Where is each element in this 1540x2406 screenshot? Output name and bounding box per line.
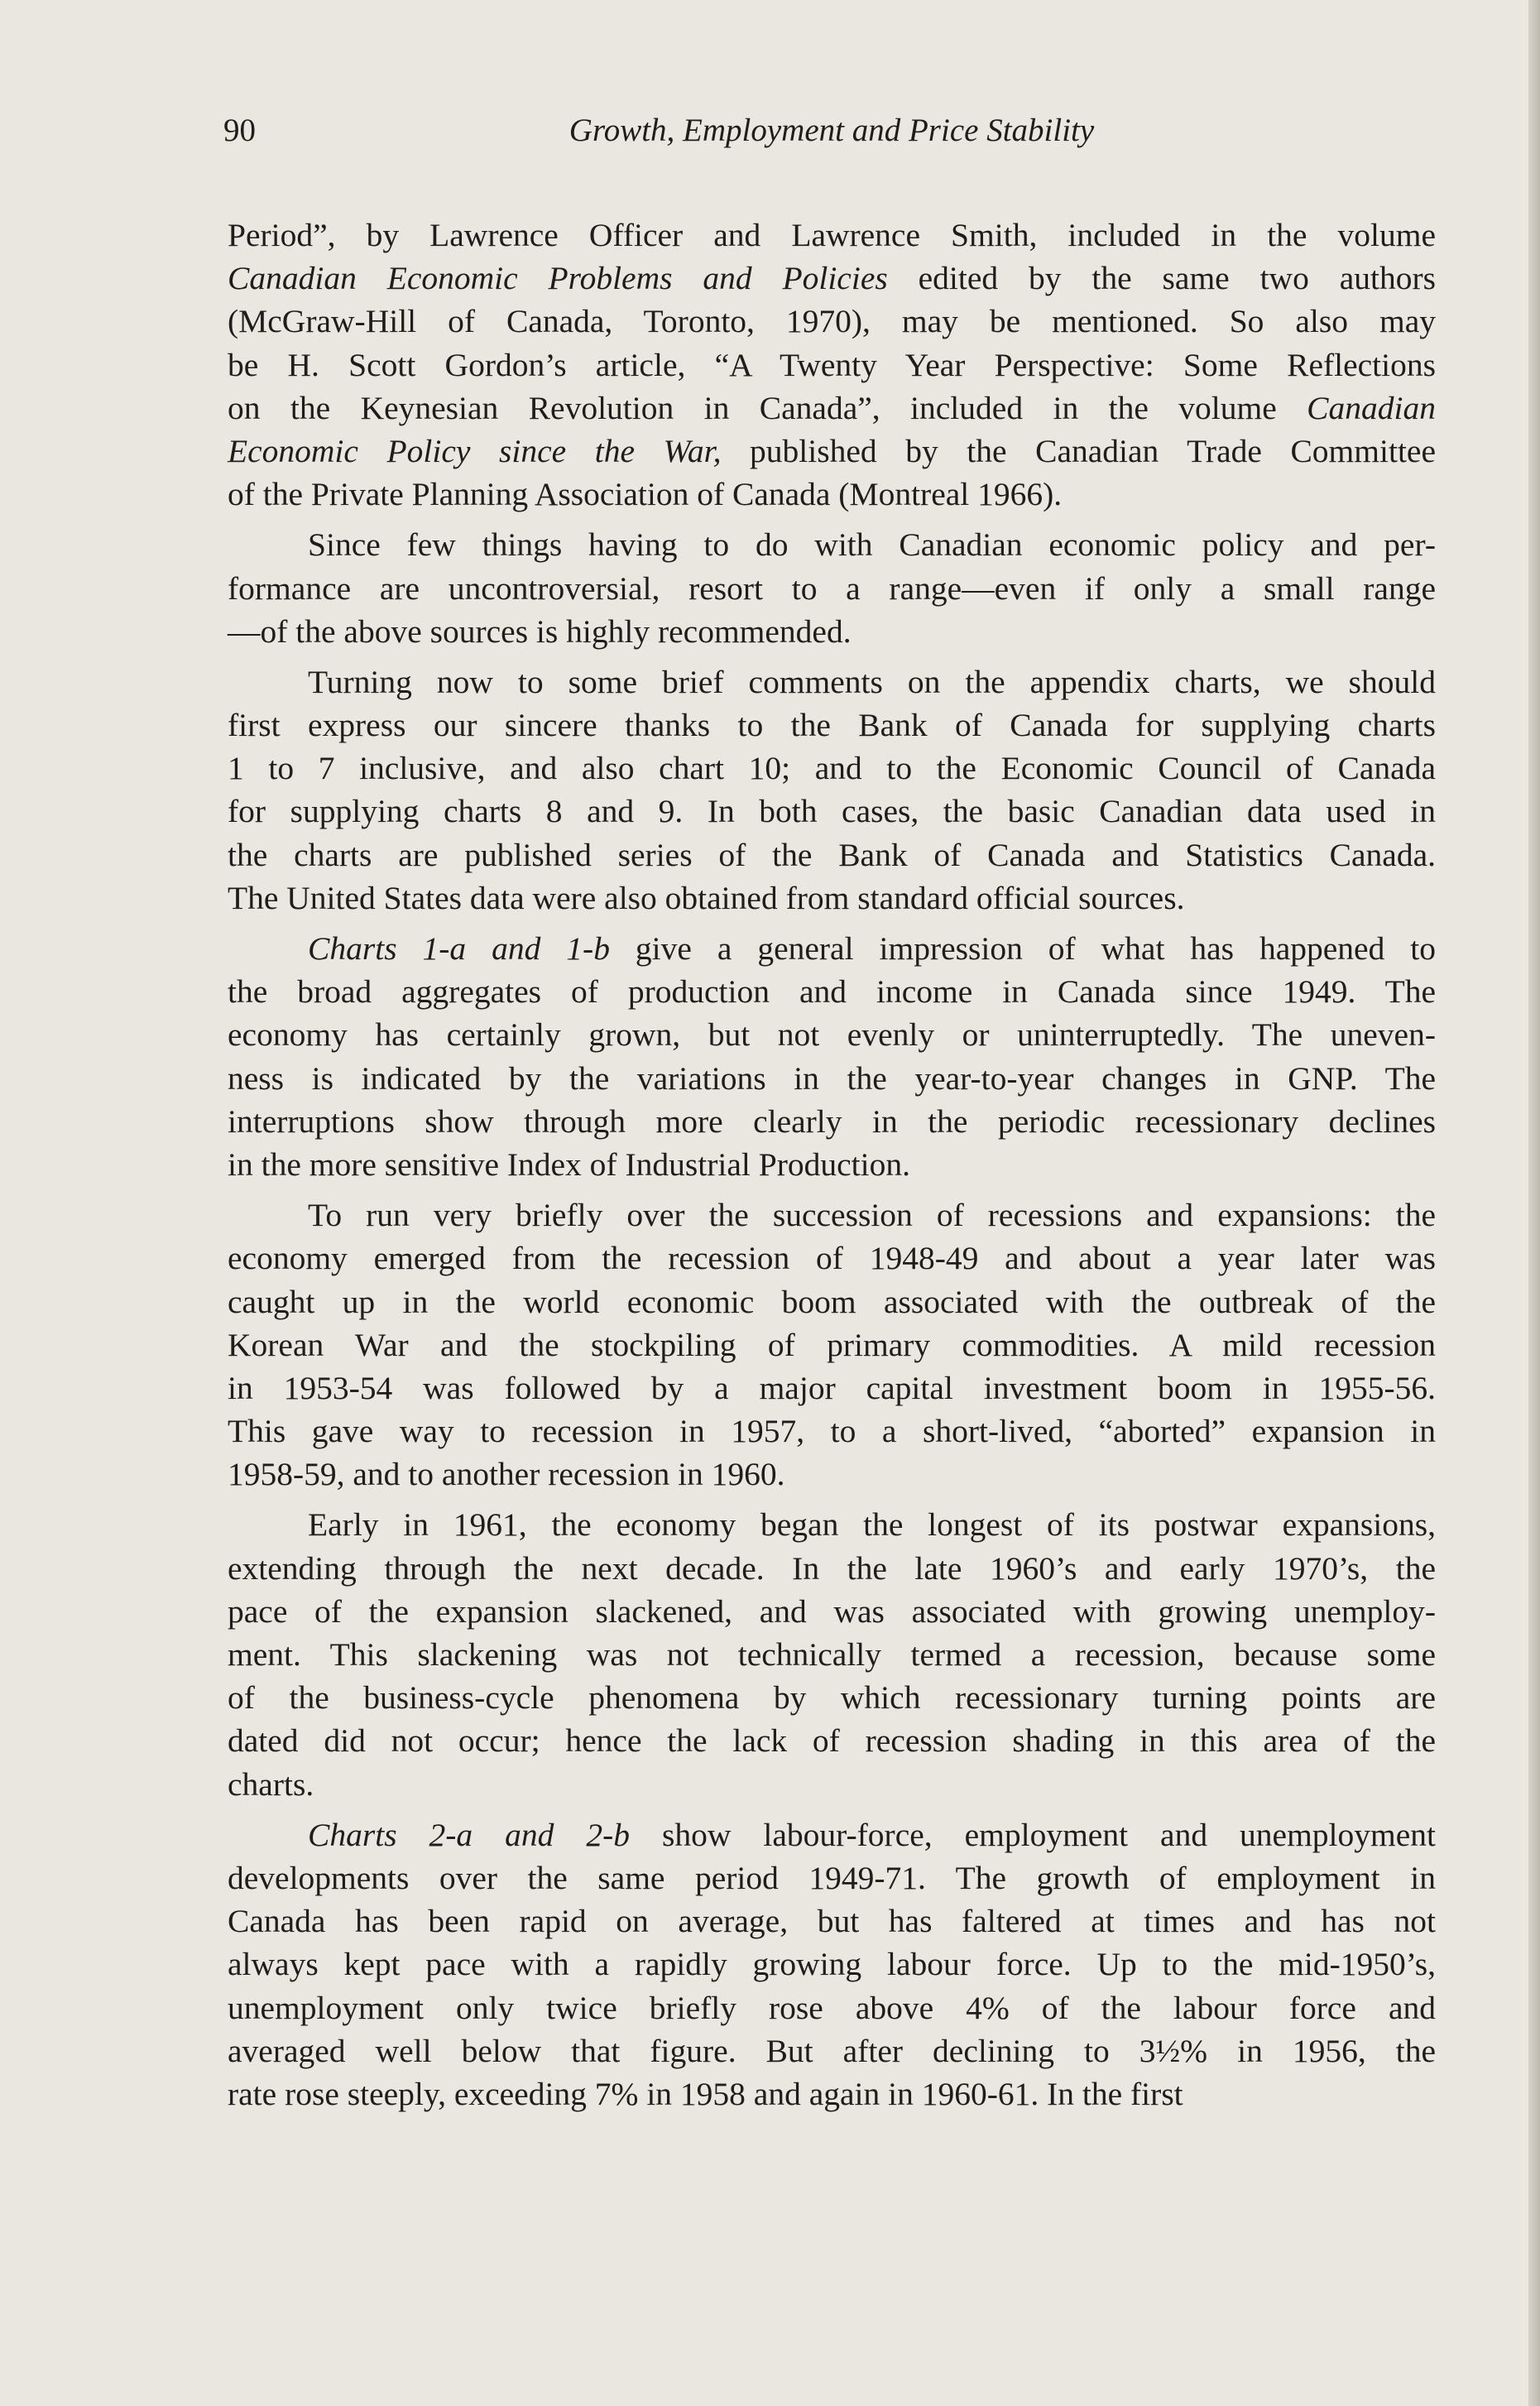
text-segment: always kept pace with a rapidly growing labour force. Up to the mid-1950’s,	[228, 1946, 1436, 1983]
italic-text: Canadian	[1307, 389, 1436, 426]
text-segment: Period”, by Lawrence Officer and Lawrence Smith, included in the volume	[228, 217, 1436, 253]
text-segment: the charts are published series of the Bank of Canada and Statistics Canada.	[228, 836, 1436, 873]
text-segment: Turning now to some brief comments on the appendix charts, we should	[308, 663, 1436, 700]
text-line	[228, 567, 1436, 610]
text-line	[228, 387, 1436, 430]
text-line	[228, 927, 1436, 970]
text-line	[228, 1100, 1436, 1143]
text-line	[228, 1013, 1436, 1056]
text-segment: pace of the expansion slackened, and was associated with growing unemploy-	[228, 1592, 1436, 1630]
text-line	[228, 430, 1436, 473]
text-segment: of the Private Planning Association of Canada (Montreal 1966).	[228, 476, 1063, 513]
text-line	[228, 1943, 1436, 1986]
paragraph	[228, 1813, 1436, 2115]
text-line	[228, 833, 1436, 876]
text-segment: first express our sincere thanks to the Bank of Canada for supplying charts	[228, 707, 1436, 744]
text-line	[228, 970, 1436, 1013]
text-segment: in 1953-54 was followed by a major capital investment boom in 1955-56.	[228, 1369, 1436, 1406]
paragraph-gap	[228, 920, 1436, 927]
text-line	[228, 1453, 1436, 1496]
text-line	[228, 1856, 1436, 1899]
text-segment: caught up in the world economic boom associated with the outbreak of the	[228, 1283, 1436, 1320]
text-line	[228, 1503, 1436, 1546]
text-line	[228, 300, 1436, 343]
text-segment: This gave way to recession in 1957, to a short-lived, “aborted” expansion in	[228, 1413, 1436, 1450]
paragraph-gap	[228, 516, 1436, 523]
text-line	[228, 1763, 1436, 1806]
italic-text: Charts 2-a and 2-b	[308, 1816, 631, 1853]
text-line	[228, 1899, 1436, 1943]
italic-text: Charts 1-a and 1-b	[308, 930, 610, 967]
text-segment: of the business-cycle phenomena by which recessionary turning points are	[228, 1679, 1436, 1717]
text-line	[228, 343, 1436, 387]
text-segment: 1958-59, and to another recession in 1960.	[228, 1456, 785, 1493]
text-line	[228, 1280, 1436, 1323]
text-segment: the broad aggregates of production and income in Canada since 1949. The	[228, 973, 1436, 1011]
paragraph-gap	[228, 1806, 1436, 1813]
text-line	[228, 1237, 1436, 1280]
text-line	[228, 1986, 1436, 2029]
text-segment: ment. This slackening was not technically termed a recession, because some	[228, 1636, 1436, 1673]
italic-text: Canadian Economic Problems and Policies	[228, 260, 888, 297]
paragraph	[228, 214, 1436, 516]
text-line	[228, 257, 1436, 300]
text-segment: in the more sensitive Index of Industrial Production.	[228, 1145, 910, 1183]
text-line	[228, 704, 1436, 747]
text-line	[228, 660, 1436, 704]
text-segment: ness is indicated by the variations in the year-to-year changes in GNP. The	[228, 1059, 1436, 1097]
text-segment: interruptions show through more clearly in the periodic recessionary declines	[228, 1102, 1436, 1140]
paragraph	[228, 523, 1436, 653]
text-line	[228, 1143, 1436, 1186]
paragraph-gap	[228, 1186, 1436, 1193]
paragraph-gap	[228, 1496, 1436, 1503]
text-line	[228, 2072, 1436, 2115]
paragraph	[228, 1503, 1436, 1805]
text-segment: show labour-force, employment and unemployment	[630, 1816, 1436, 1853]
text-segment: Korean War and the stockpiling of primary commodities. A mild recession	[228, 1326, 1436, 1363]
text-segment: for supplying charts 8 and 9. In both cases, the basic Canadian data used in	[228, 793, 1436, 830]
text-line	[228, 1410, 1436, 1453]
page-edge	[1528, 0, 1540, 2406]
text-line	[228, 747, 1436, 790]
text-line	[228, 1057, 1436, 1100]
text-line	[228, 1366, 1436, 1410]
text-segment: formance are uncontroversial, resort to a range—even if only a small range	[228, 569, 1436, 607]
text-line	[228, 1633, 1436, 1676]
text-segment: averaged well below that figure. But after declining to 3½% in 1956, the	[228, 2032, 1436, 2069]
paragraph	[228, 660, 1436, 920]
text-segment: give a general impression of what has happened to	[609, 930, 1437, 967]
text-segment: unemployment only twice briefly rose above 4% of the labour force and	[228, 1989, 1436, 2026]
text-segment: extending through the next decade. In the late 1960’s and early 1970’s, the	[228, 1549, 1436, 1587]
text-segment: To run very briefly over the succession of recessions and expansions: the	[308, 1197, 1436, 1234]
paragraph	[228, 927, 1436, 1186]
page-header	[223, 106, 1440, 156]
text-line	[228, 1323, 1436, 1366]
text-line	[228, 1719, 1436, 1762]
text-segment: published by the Canadian Trade Committee	[721, 432, 1436, 469]
text-segment: The United States data were also obtained from standard official sources.	[228, 879, 1185, 916]
paragraph	[228, 1193, 1436, 1496]
text-line	[228, 790, 1436, 833]
text-segment: Since few things having to do with Canadian economic policy and per-	[308, 526, 1436, 564]
italic-text: Economic Policy since the War,	[228, 432, 722, 469]
text-line	[228, 1590, 1436, 1633]
text-segment: developments over the same period 1949-71. The growth of employment in	[228, 1859, 1436, 1896]
paragraph-gap	[228, 653, 1436, 660]
text-line	[228, 1813, 1436, 1856]
text-segment: dated did not occur; hence the lack of recession shading in this area of the	[228, 1722, 1436, 1760]
text-segment: charts.	[228, 1765, 314, 1803]
text-line	[228, 1676, 1436, 1719]
page-number: 90	[223, 113, 256, 148]
text-line	[228, 1193, 1436, 1237]
text-line	[228, 610, 1436, 653]
text-segment: Canada has been rapid on average, but has faltered at times and has not	[228, 1903, 1436, 1940]
text-line	[228, 473, 1436, 516]
text-segment: edited by the same two authors	[887, 260, 1436, 297]
text-segment: on the Keynesian Revolution in Canada”, included in the volume	[228, 389, 1307, 426]
text-line	[228, 1547, 1436, 1590]
text-segment: 1 to 7 inclusive, and also chart 10; and to the Economic Council of Canada	[228, 750, 1436, 787]
text-line	[228, 214, 1436, 257]
text-segment: rate rose steeply, exceeding 7% in 1958 and again in 1960-61. In the first	[228, 2075, 1183, 2112]
text-line	[228, 523, 1436, 566]
text-segment: economy has certainly grown, but not evenly or uninterruptedly. The uneven-	[228, 1016, 1436, 1054]
body-text	[228, 214, 1436, 2115]
text-segment: be H. Scott Gordon’s article, “A Twenty Year Perspective: Some Reflections	[228, 346, 1436, 383]
text-line	[228, 876, 1436, 920]
text-segment: (McGraw-Hill of Canada, Toronto, 1970), may be mentioned. So also may	[228, 303, 1436, 340]
text-line	[228, 2029, 1436, 2072]
text-segment: economy emerged from the recession of 1948-49 and about a year later was	[228, 1240, 1436, 1277]
text-segment: Early in 1961, the economy began the longest of its postwar expansions,	[308, 1506, 1436, 1544]
text-segment: —of the above sources is highly recommended.	[228, 612, 852, 650]
running-title: Growth, Employment and Price Stability	[569, 113, 1095, 148]
